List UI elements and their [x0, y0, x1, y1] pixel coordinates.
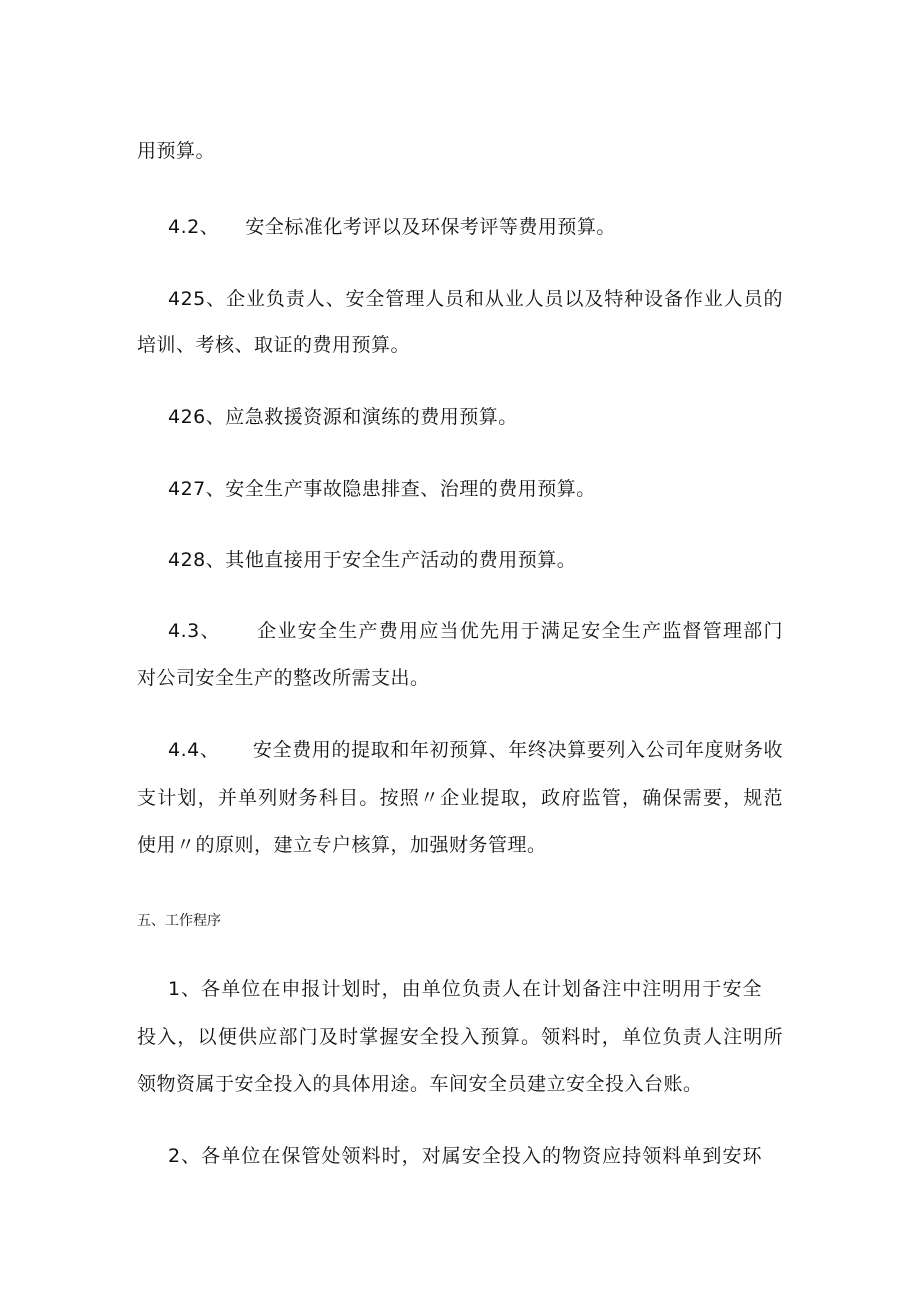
text-line: 领物资属于安全投入的具体用途。车间安全员建立安全投入台账。 [137, 1073, 703, 1095]
text-line: 支计划，并单列财务科目。按照〃企业提取，政府监管，确保需要，规范 [137, 787, 783, 809]
procedure-step-2: 2、各单位在保管处领料时，对属安全投入的物资应持领料单到安环 [168, 1145, 762, 1167]
text-line: 培训、考核、取证的费用预算。 [137, 334, 411, 356]
clause-4-3: 4.3、 企业安全生产费用应当优先用于满足安全生产监督管理部门 [168, 620, 783, 642]
clause-4-2-8: 428、其他直接用于安全生产活动的费用预算。 [168, 549, 577, 571]
procedure-step-1: 1、各单位在申报计划时，由单位负责人在计划备注中注明用于安全 [168, 978, 762, 1000]
text-line: 对公司安全生产的整改所需支出。 [137, 667, 430, 689]
section-heading: 五、工作程序 [137, 913, 221, 929]
clause-4-4: 4.4、 安全费用的提取和年初预算、年终决算要列入公司年度财务收 [168, 739, 783, 761]
text-line: 使用〃的原则，建立专户核算，加强财务管理。 [137, 834, 547, 856]
text-line: 投入，以便供应部门及时掌握安全投入预算。领料时，单位负责人注明所 [137, 1026, 783, 1048]
clause-4-2-7: 427、安全生产事故隐患排查、治理的费用预算。 [168, 478, 596, 500]
clause-4-2-5: 425、企业负责人、安全管理人员和从业人员以及特种设备作业人员的 [168, 288, 783, 310]
clause-4-2-6: 426、应急救援资源和演练的费用预算。 [168, 406, 518, 428]
clause-4-2: 4.2、 安全标准化考评以及环保考评等费用预算。 [168, 216, 616, 238]
text-line: 用预算。 [137, 140, 216, 162]
